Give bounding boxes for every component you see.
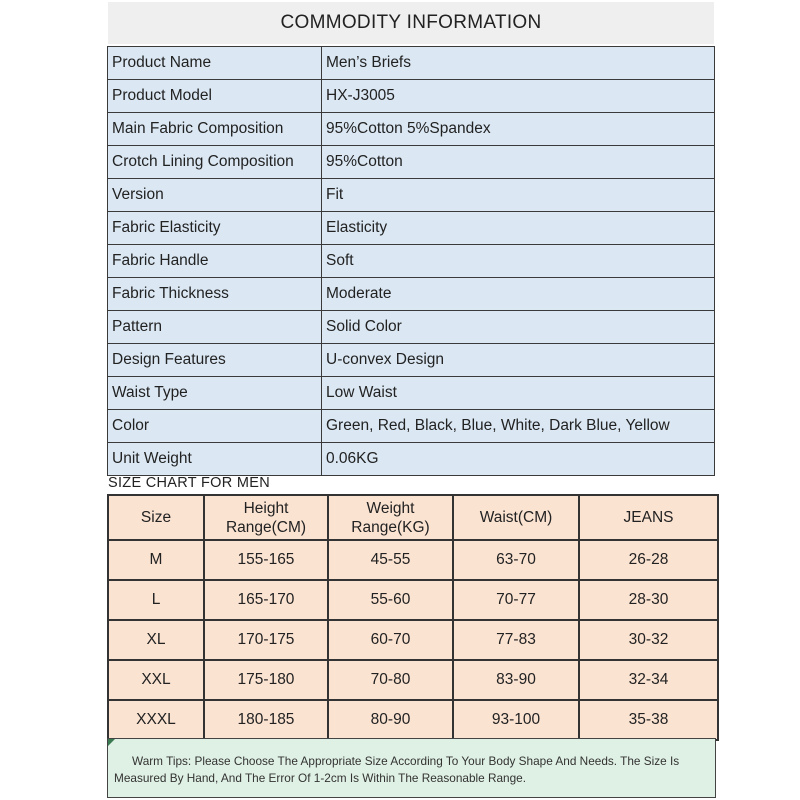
- row-value: 95%Cotton 5%Spandex: [322, 113, 715, 146]
- table-row: [108, 311, 715, 344]
- size-cell: L: [109, 581, 205, 621]
- weight-cell: 45-55: [329, 541, 454, 581]
- column-header-waist: [454, 496, 580, 541]
- height-cell: 175-180: [205, 661, 329, 701]
- row-value: Men’s Briefs: [322, 47, 715, 80]
- table-row: [109, 701, 719, 741]
- warm-tips-box: [107, 738, 716, 798]
- table-row: [108, 410, 715, 443]
- table-row: [109, 541, 719, 581]
- column-header-jeans: [580, 496, 719, 541]
- row-label: Design Features: [108, 344, 322, 377]
- row-value: Green, Red, Black, Blue, White, Dark Blue, Yellow: [322, 410, 715, 443]
- row-label: Pattern: [108, 311, 322, 344]
- size-cell: XL: [109, 621, 205, 661]
- table-row: [108, 377, 715, 410]
- column-header-height: [205, 496, 329, 541]
- row-value: 95%Cotton: [322, 146, 715, 179]
- header-line: Range(CM): [225, 518, 307, 536]
- jeans-cell: 26-28: [580, 541, 719, 581]
- waist-cell: 70-77: [454, 581, 580, 621]
- row-label: Color: [108, 410, 322, 443]
- weight-cell: 60-70: [329, 621, 454, 661]
- warm-tips-text: Warm Tips: Please Choose The Appropriate Size According To Your Body Shape And Needs. The Size Is Measured By Hand, And The Error Of 1-2cm Is Within The Reasonable Range.: [114, 754, 680, 785]
- row-value: 0.06KG: [322, 443, 715, 476]
- weight-cell: 70-80: [329, 661, 454, 701]
- height-cell: 170-175: [205, 621, 329, 661]
- size-cell: XXL: [109, 661, 205, 701]
- table-row: [108, 443, 715, 476]
- size-header-row: [109, 496, 719, 541]
- table-row: [108, 344, 715, 377]
- weight-cell: 80-90: [329, 701, 454, 741]
- row-label: Product Name: [108, 47, 322, 80]
- table-row: [108, 278, 715, 311]
- header-line: JEANS: [623, 509, 674, 526]
- waist-cell: 63-70: [454, 541, 580, 581]
- row-value: Soft: [322, 245, 715, 278]
- table-row: [108, 80, 715, 113]
- header-line: Size: [140, 509, 172, 526]
- column-header-weight: [329, 496, 454, 541]
- row-value: Solid Color: [322, 311, 715, 344]
- row-value: U-convex Design: [322, 344, 715, 377]
- row-value: Fit: [322, 179, 715, 212]
- jeans-cell: 30-32: [580, 621, 719, 661]
- row-label: Main Fabric Composition: [108, 113, 322, 146]
- row-label: Waist Type: [108, 377, 322, 410]
- row-label: Version: [108, 179, 322, 212]
- table-row: [108, 113, 715, 146]
- row-value: HX-J3005: [322, 80, 715, 113]
- height-cell: 180-185: [205, 701, 329, 741]
- table-row: [109, 621, 719, 661]
- table-row: [108, 47, 715, 80]
- header-line: Weight: [366, 499, 415, 517]
- column-header-size: [109, 496, 205, 541]
- row-label: Product Model: [108, 80, 322, 113]
- jeans-cell: 35-38: [580, 701, 719, 741]
- waist-cell: 93-100: [454, 701, 580, 741]
- size-chart-heading: SIZE CHART FOR MEN: [108, 475, 270, 491]
- weight-cell: 55-60: [329, 581, 454, 621]
- size-cell: XXXL: [109, 701, 205, 741]
- table-row: [108, 212, 715, 245]
- table-row: [108, 245, 715, 278]
- row-label: Fabric Thickness: [108, 278, 322, 311]
- height-cell: 155-165: [205, 541, 329, 581]
- height-cell: 165-170: [205, 581, 329, 621]
- table-row: [108, 179, 715, 212]
- row-label: Fabric Handle: [108, 245, 322, 278]
- header-line: Waist(CM): [479, 509, 553, 526]
- jeans-cell: 32-34: [580, 661, 719, 701]
- table-row: [109, 581, 719, 621]
- size-chart-table: [107, 494, 719, 741]
- waist-cell: 83-90: [454, 661, 580, 701]
- row-label: Unit Weight: [108, 443, 322, 476]
- table-row: [109, 661, 719, 701]
- commodity-info-table: [107, 46, 715, 476]
- size-cell: M: [109, 541, 205, 581]
- row-value: Elasticity: [322, 212, 715, 245]
- jeans-cell: 28-30: [580, 581, 719, 621]
- header-line: Range(KG): [351, 518, 430, 536]
- page-title: COMMODITY INFORMATION: [108, 2, 714, 44]
- row-value: Moderate: [322, 278, 715, 311]
- waist-cell: 77-83: [454, 621, 580, 661]
- table-row: [108, 146, 715, 179]
- row-label: Crotch Lining Composition: [108, 146, 322, 179]
- row-value: Low Waist: [322, 377, 715, 410]
- row-label: Fabric Elasticity: [108, 212, 322, 245]
- corner-marker-icon: [108, 739, 115, 746]
- header-line: Height: [243, 499, 289, 517]
